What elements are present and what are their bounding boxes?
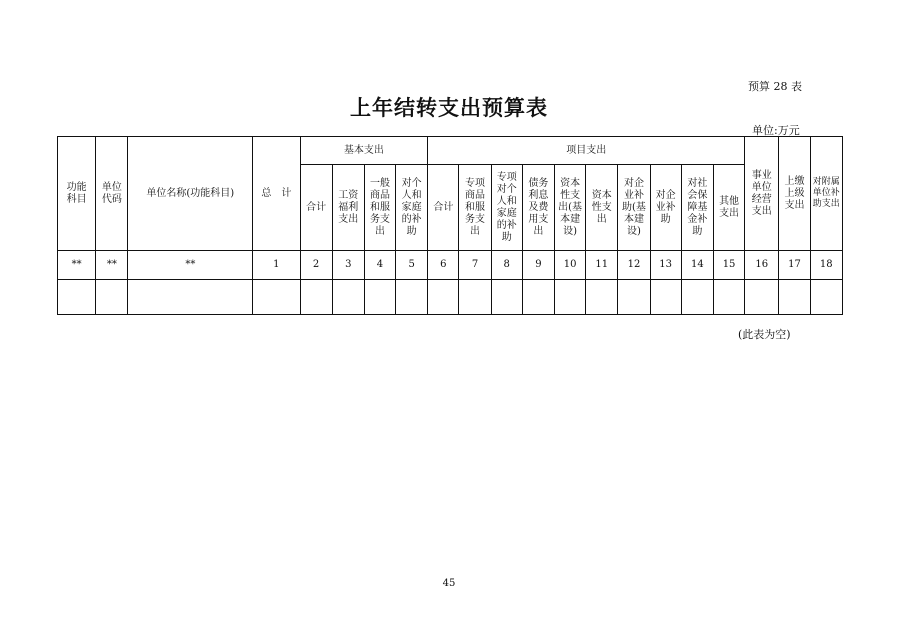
empty-cell	[396, 280, 428, 315]
basic-sub-header: 合计	[300, 165, 332, 251]
number-cell: 3	[332, 251, 364, 280]
number-cell: 6	[428, 251, 459, 280]
group-header-basic: 基本支出	[300, 137, 428, 165]
empty-cell	[555, 280, 586, 315]
number-cell: 14	[681, 251, 713, 280]
table-row-empty	[58, 280, 843, 315]
empty-cell	[810, 280, 842, 315]
project-sub-header: 合计	[428, 165, 459, 251]
number-cell: 17	[779, 251, 810, 280]
empty-cell	[58, 280, 96, 315]
empty-cell	[364, 280, 395, 315]
number-cell: 12	[618, 251, 650, 280]
number-cell: **	[128, 251, 253, 280]
form-number: 预算 28 表	[748, 80, 802, 93]
project-sub-header: 资本性支出	[586, 165, 618, 251]
empty-cell	[491, 280, 522, 315]
basic-sub-header: 对个人和家庭的补助	[396, 165, 428, 251]
project-sub-header: 对社会保障基金补助	[681, 165, 713, 251]
col-header-unit-code: 单位代码	[96, 137, 128, 251]
col-header-enterprise-ops: 事业单位经营支出	[745, 137, 779, 251]
basic-sub-header: 工资福利支出	[332, 165, 364, 251]
col-header-remit-upper: 上缴上级支出	[779, 137, 810, 251]
empty-cell	[779, 280, 810, 315]
budget-table	[57, 136, 843, 315]
page-number: 45	[442, 578, 456, 589]
number-cell: **	[58, 251, 96, 280]
number-cell: 10	[555, 251, 586, 280]
number-cell: 16	[745, 251, 779, 280]
empty-cell	[650, 280, 681, 315]
number-cell: 1	[253, 251, 300, 280]
project-sub-header: 专项商品和服务支出	[459, 165, 491, 251]
empty-cell	[522, 280, 554, 315]
number-cell: 18	[810, 251, 842, 280]
number-cell: 4	[364, 251, 395, 280]
number-cell: 8	[491, 251, 522, 280]
number-cell: 5	[396, 251, 428, 280]
project-sub-header: 对企业补助	[650, 165, 681, 251]
group-header-project: 项目支出	[428, 137, 745, 165]
empty-cell	[253, 280, 300, 315]
empty-cell	[745, 280, 779, 315]
empty-cell	[586, 280, 618, 315]
table-row	[58, 251, 843, 280]
number-cell: 7	[459, 251, 491, 280]
col-header-total: 总 计	[253, 137, 300, 251]
number-cell: 2	[300, 251, 332, 280]
col-header-subsidy-affiliated: 对附属单位补助支出	[810, 137, 842, 251]
empty-cell	[300, 280, 332, 315]
number-cell: 9	[522, 251, 554, 280]
page-title: 上年结转支出预算表	[350, 95, 548, 120]
empty-cell	[96, 280, 128, 315]
empty-cell	[428, 280, 459, 315]
empty-cell	[618, 280, 650, 315]
empty-cell	[713, 280, 744, 315]
number-cell: 11	[586, 251, 618, 280]
empty-cell	[332, 280, 364, 315]
project-sub-header: 资本性支出(基本建设)	[555, 165, 586, 251]
project-sub-header: 专项对个人和家庭的补助	[491, 165, 522, 251]
number-cell: **	[96, 251, 128, 280]
project-sub-header: 债务利息及费用支出	[522, 165, 554, 251]
project-sub-header: 其他支出	[713, 165, 744, 251]
unit-label: 单位:万元	[752, 124, 800, 137]
basic-sub-header: 一般商品和服务支出	[364, 165, 395, 251]
number-cell: 15	[713, 251, 744, 280]
col-header-func-subject: 功能科目	[58, 137, 96, 251]
empty-cell	[459, 280, 491, 315]
empty-cell	[128, 280, 253, 315]
empty-cell	[681, 280, 713, 315]
number-cell: 13	[650, 251, 681, 280]
empty-table-note: (此表为空)	[738, 328, 791, 341]
col-header-unit-name: 单位名称(功能科目)	[128, 137, 253, 251]
project-sub-header: 对企业补助(基本建设)	[618, 165, 650, 251]
